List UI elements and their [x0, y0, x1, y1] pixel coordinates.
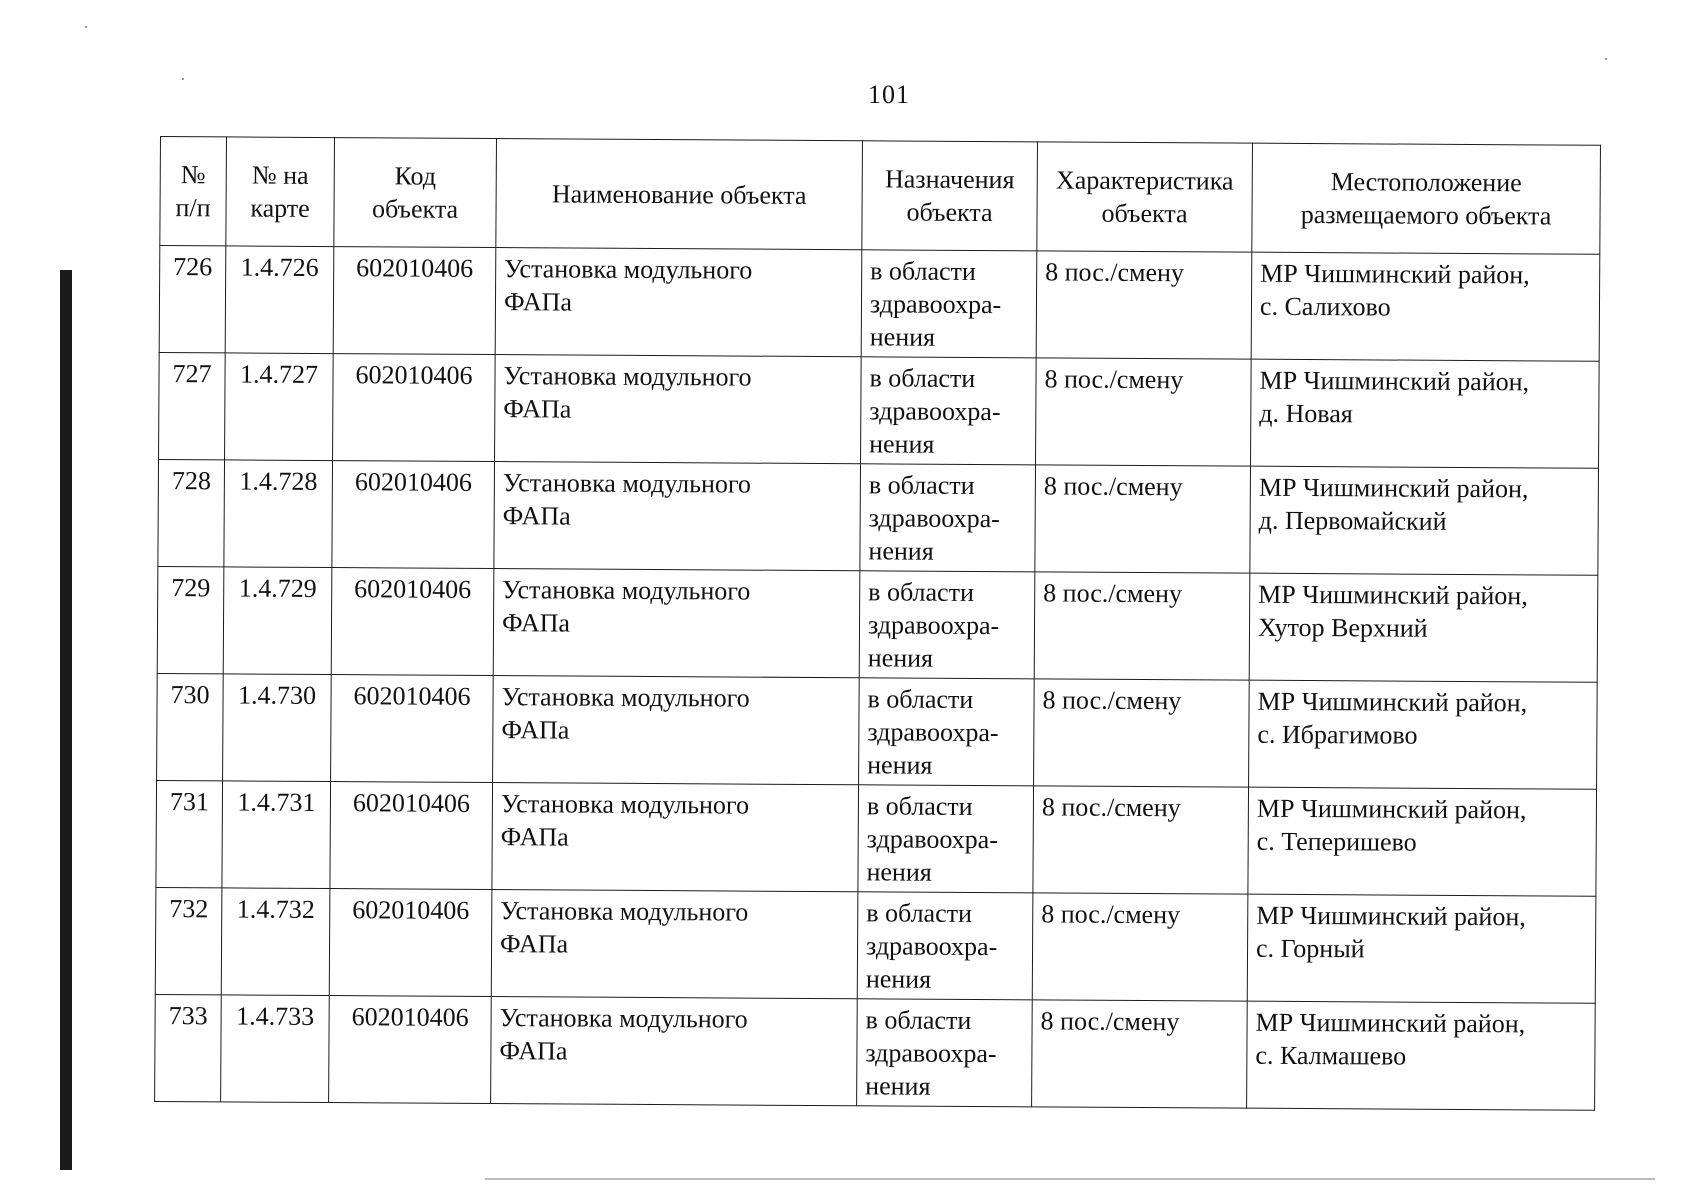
- map-number-cell: 1.4.726: [225, 246, 334, 354]
- object-name-cell-line: Установка модульного: [501, 682, 750, 713]
- scan-speck: [85, 26, 87, 28]
- row-number-cell: 728: [158, 459, 225, 566]
- row-number-cell: 732: [155, 887, 222, 994]
- map-number-cell: 1.4.727: [225, 353, 334, 461]
- purpose-cell-line: в области: [869, 363, 976, 393]
- purpose-cell: [859, 571, 1035, 679]
- object-name-cell-line: Установка модульного: [502, 575, 751, 606]
- object-code-cell: 602010406: [329, 889, 492, 997]
- object-name-cell-line: Установка модульного: [503, 361, 752, 392]
- object-code-cell: 602010406: [331, 568, 494, 676]
- table-row: [155, 994, 1596, 1110]
- location-cell-line: с. Горный: [1255, 933, 1365, 964]
- purpose-cell-line: нения: [865, 1071, 931, 1101]
- characteristic-cell: 8 пос./смену: [1033, 786, 1249, 894]
- row-number-cell: 733: [155, 994, 222, 1101]
- header-text-line: № на: [251, 160, 309, 190]
- object-name-cell: [491, 890, 858, 999]
- map-number-cell: 1.4.731: [222, 781, 331, 889]
- purpose-cell-line: здравоохра-: [869, 396, 1001, 427]
- object-name-cell-line: Установка модульного: [499, 1003, 748, 1034]
- location-cell-line: Хутор Верхний: [1257, 612, 1428, 643]
- object-name-cell-line: ФАПа: [501, 608, 571, 638]
- purpose-cell: [861, 357, 1037, 465]
- scan-speck: [1605, 58, 1607, 60]
- header-text-line: карте: [250, 193, 310, 223]
- object-name-cell-line: ФАПа: [502, 501, 571, 531]
- object-code-cell: 602010406: [331, 675, 494, 783]
- object-code-cell: 602010406: [332, 461, 495, 569]
- header-text-line: Наименование объекта: [551, 178, 807, 210]
- purpose-cell-line: здравоохра-: [868, 503, 1000, 534]
- table-row: [157, 566, 1598, 682]
- purpose-cell: [858, 785, 1034, 893]
- header-location: [1252, 143, 1601, 254]
- characteristic-cell: 8 пос./смену: [1034, 572, 1250, 680]
- location-cell: [1247, 894, 1596, 1003]
- location-cell-line: с. Салихово: [1259, 291, 1391, 322]
- object-name-cell-line: Установка модульного: [502, 468, 752, 499]
- location-cell: [1250, 466, 1599, 575]
- object-name-cell: [492, 783, 859, 892]
- location-cell-line: МР Чишминский район,: [1258, 472, 1529, 504]
- location-cell-line: с. Теперишево: [1256, 826, 1417, 857]
- purpose-cell-line: в области: [868, 470, 975, 500]
- header-text-line: Характеристика: [1055, 165, 1234, 196]
- object-name-cell: [495, 248, 862, 357]
- location-cell-line: с. Калмашево: [1255, 1040, 1407, 1071]
- object-name-cell-line: ФАПа: [503, 394, 572, 424]
- map-number-cell: 1.4.728: [224, 460, 333, 568]
- characteristic-cell: 8 пос./смену: [1036, 251, 1252, 359]
- table-body: [155, 246, 1600, 1111]
- header-text-line: объекта: [1101, 198, 1188, 229]
- purpose-cell: [859, 678, 1035, 786]
- row-number-cell: 731: [156, 780, 223, 887]
- object-code-cell: 602010406: [329, 996, 492, 1104]
- characteristic-cell: 8 пос./смену: [1036, 358, 1252, 466]
- header-map-number: [226, 137, 335, 247]
- location-cell-line: МР Чишминский район,: [1255, 1007, 1526, 1039]
- objects-table: [154, 136, 1601, 1111]
- object-name-cell-line: ФАПа: [499, 929, 569, 959]
- location-cell: [1248, 787, 1597, 896]
- object-name-cell-line: Установка модульного: [504, 254, 753, 285]
- table-row: [157, 673, 1598, 789]
- map-number-cell: 1.4.732: [221, 888, 330, 996]
- purpose-cell-line: здравоохра-: [867, 717, 999, 748]
- map-number-cell: 1.4.733: [221, 995, 330, 1103]
- purpose-cell-line: нения: [868, 536, 934, 566]
- row-number-cell: 729: [157, 566, 224, 673]
- object-code-cell: 602010406: [333, 354, 496, 462]
- purpose-cell-line: здравоохра-: [869, 289, 1002, 320]
- table-row: [159, 246, 1600, 362]
- page-number: 101: [868, 80, 910, 109]
- object-name-cell: [494, 462, 861, 571]
- header-row-number: [160, 137, 227, 246]
- location-cell: [1251, 252, 1600, 361]
- location-cell-line: д. Первомайский: [1258, 505, 1447, 536]
- purpose-cell-line: здравоохра-: [865, 1038, 997, 1069]
- row-number-cell: 730: [157, 673, 224, 780]
- header-purpose: [862, 141, 1038, 251]
- purpose-cell: [861, 250, 1037, 358]
- purpose-cell-line: здравоохра-: [866, 824, 999, 855]
- location-cell: [1249, 680, 1598, 789]
- purpose-cell: [857, 892, 1033, 1000]
- table-row: [158, 459, 1599, 575]
- purpose-cell-line: нения: [869, 322, 936, 352]
- location-cell-line: МР Чишминский район,: [1256, 900, 1526, 932]
- object-name-cell: [491, 997, 858, 1106]
- header-text-line: №: [180, 160, 206, 190]
- purpose-cell-line: нения: [866, 857, 932, 887]
- header-characteristic: [1037, 142, 1253, 252]
- object-name-cell-line: Установка модульного: [500, 789, 750, 820]
- purpose-cell-line: нения: [867, 643, 934, 673]
- location-cell-line: МР Чишминский район,: [1259, 365, 1530, 397]
- purpose-cell-line: нения: [867, 750, 933, 780]
- object-code-cell: 602010406: [330, 782, 493, 890]
- object-name-cell: [493, 569, 860, 678]
- header-object-name: [496, 139, 863, 250]
- header-text-line: Местоположение: [1330, 167, 1522, 198]
- object-name-cell-line: ФАПа: [500, 822, 569, 852]
- purpose-cell: [860, 464, 1036, 572]
- purpose-cell-line: нения: [869, 429, 935, 459]
- purpose-cell-line: в области: [866, 791, 973, 821]
- location-cell: [1247, 1001, 1596, 1110]
- header-text-line: Назначения: [884, 164, 1015, 195]
- purpose-cell-line: в области: [866, 898, 973, 928]
- object-name-cell-line: ФАПа: [503, 287, 573, 317]
- table-row: [159, 352, 1600, 468]
- scan-border-edge: [60, 270, 72, 1170]
- header-object-code: [334, 138, 497, 248]
- scan-bottom-line: [485, 1178, 1655, 1180]
- purpose-cell-line: в области: [868, 577, 975, 607]
- purpose-cell-line: здравоохра-: [867, 610, 1000, 641]
- location-cell-line: МР Чишминский район,: [1257, 686, 1528, 718]
- location-cell-line: МР Чишминский район,: [1260, 258, 1530, 290]
- object-name-cell-line: Установка модульного: [500, 896, 749, 927]
- purpose-cell-line: в области: [867, 684, 974, 714]
- characteristic-cell: 8 пос./смену: [1032, 1000, 1248, 1108]
- row-number-cell: 726: [159, 246, 226, 353]
- scan-speck: [182, 78, 184, 80]
- purpose-cell-line: здравоохра-: [865, 931, 998, 962]
- object-code-cell: 602010406: [333, 247, 496, 355]
- location-cell-line: с. Ибрагимово: [1257, 719, 1418, 750]
- header-text-line: объекта: [906, 197, 993, 228]
- object-name-cell: [493, 676, 860, 785]
- object-name-cell-line: ФАПа: [501, 715, 570, 745]
- purpose-cell-line: нения: [865, 964, 932, 994]
- purpose-cell-line: в области: [870, 256, 976, 286]
- purpose-cell-line: в области: [865, 1005, 972, 1035]
- header-text-line: размещаемого объекта: [1300, 199, 1552, 231]
- purpose-cell: [857, 999, 1033, 1107]
- table-row: [156, 780, 1597, 896]
- characteristic-cell: 8 пос./смену: [1032, 893, 1248, 1001]
- row-number-cell: 727: [159, 352, 226, 459]
- table-header-row: [160, 137, 1601, 255]
- location-cell: [1249, 573, 1598, 682]
- map-number-cell: 1.4.729: [223, 567, 332, 675]
- location-cell-line: МР Чишминский район,: [1256, 793, 1527, 825]
- object-name-cell: [495, 355, 862, 464]
- location-cell: [1251, 359, 1600, 468]
- characteristic-cell: 8 пос./смену: [1034, 679, 1250, 787]
- table-row: [155, 887, 1596, 1003]
- header-text-line: объекта: [371, 194, 459, 224]
- characteristic-cell: 8 пос./смену: [1035, 465, 1251, 573]
- location-cell-line: д. Новая: [1259, 398, 1353, 429]
- location-cell-line: МР Чишминский район,: [1258, 579, 1528, 611]
- header-text-line: Код: [394, 161, 437, 191]
- object-name-cell-line: ФАПа: [499, 1036, 568, 1066]
- map-number-cell: 1.4.730: [223, 674, 332, 782]
- header-text-line: п/п: [175, 193, 211, 223]
